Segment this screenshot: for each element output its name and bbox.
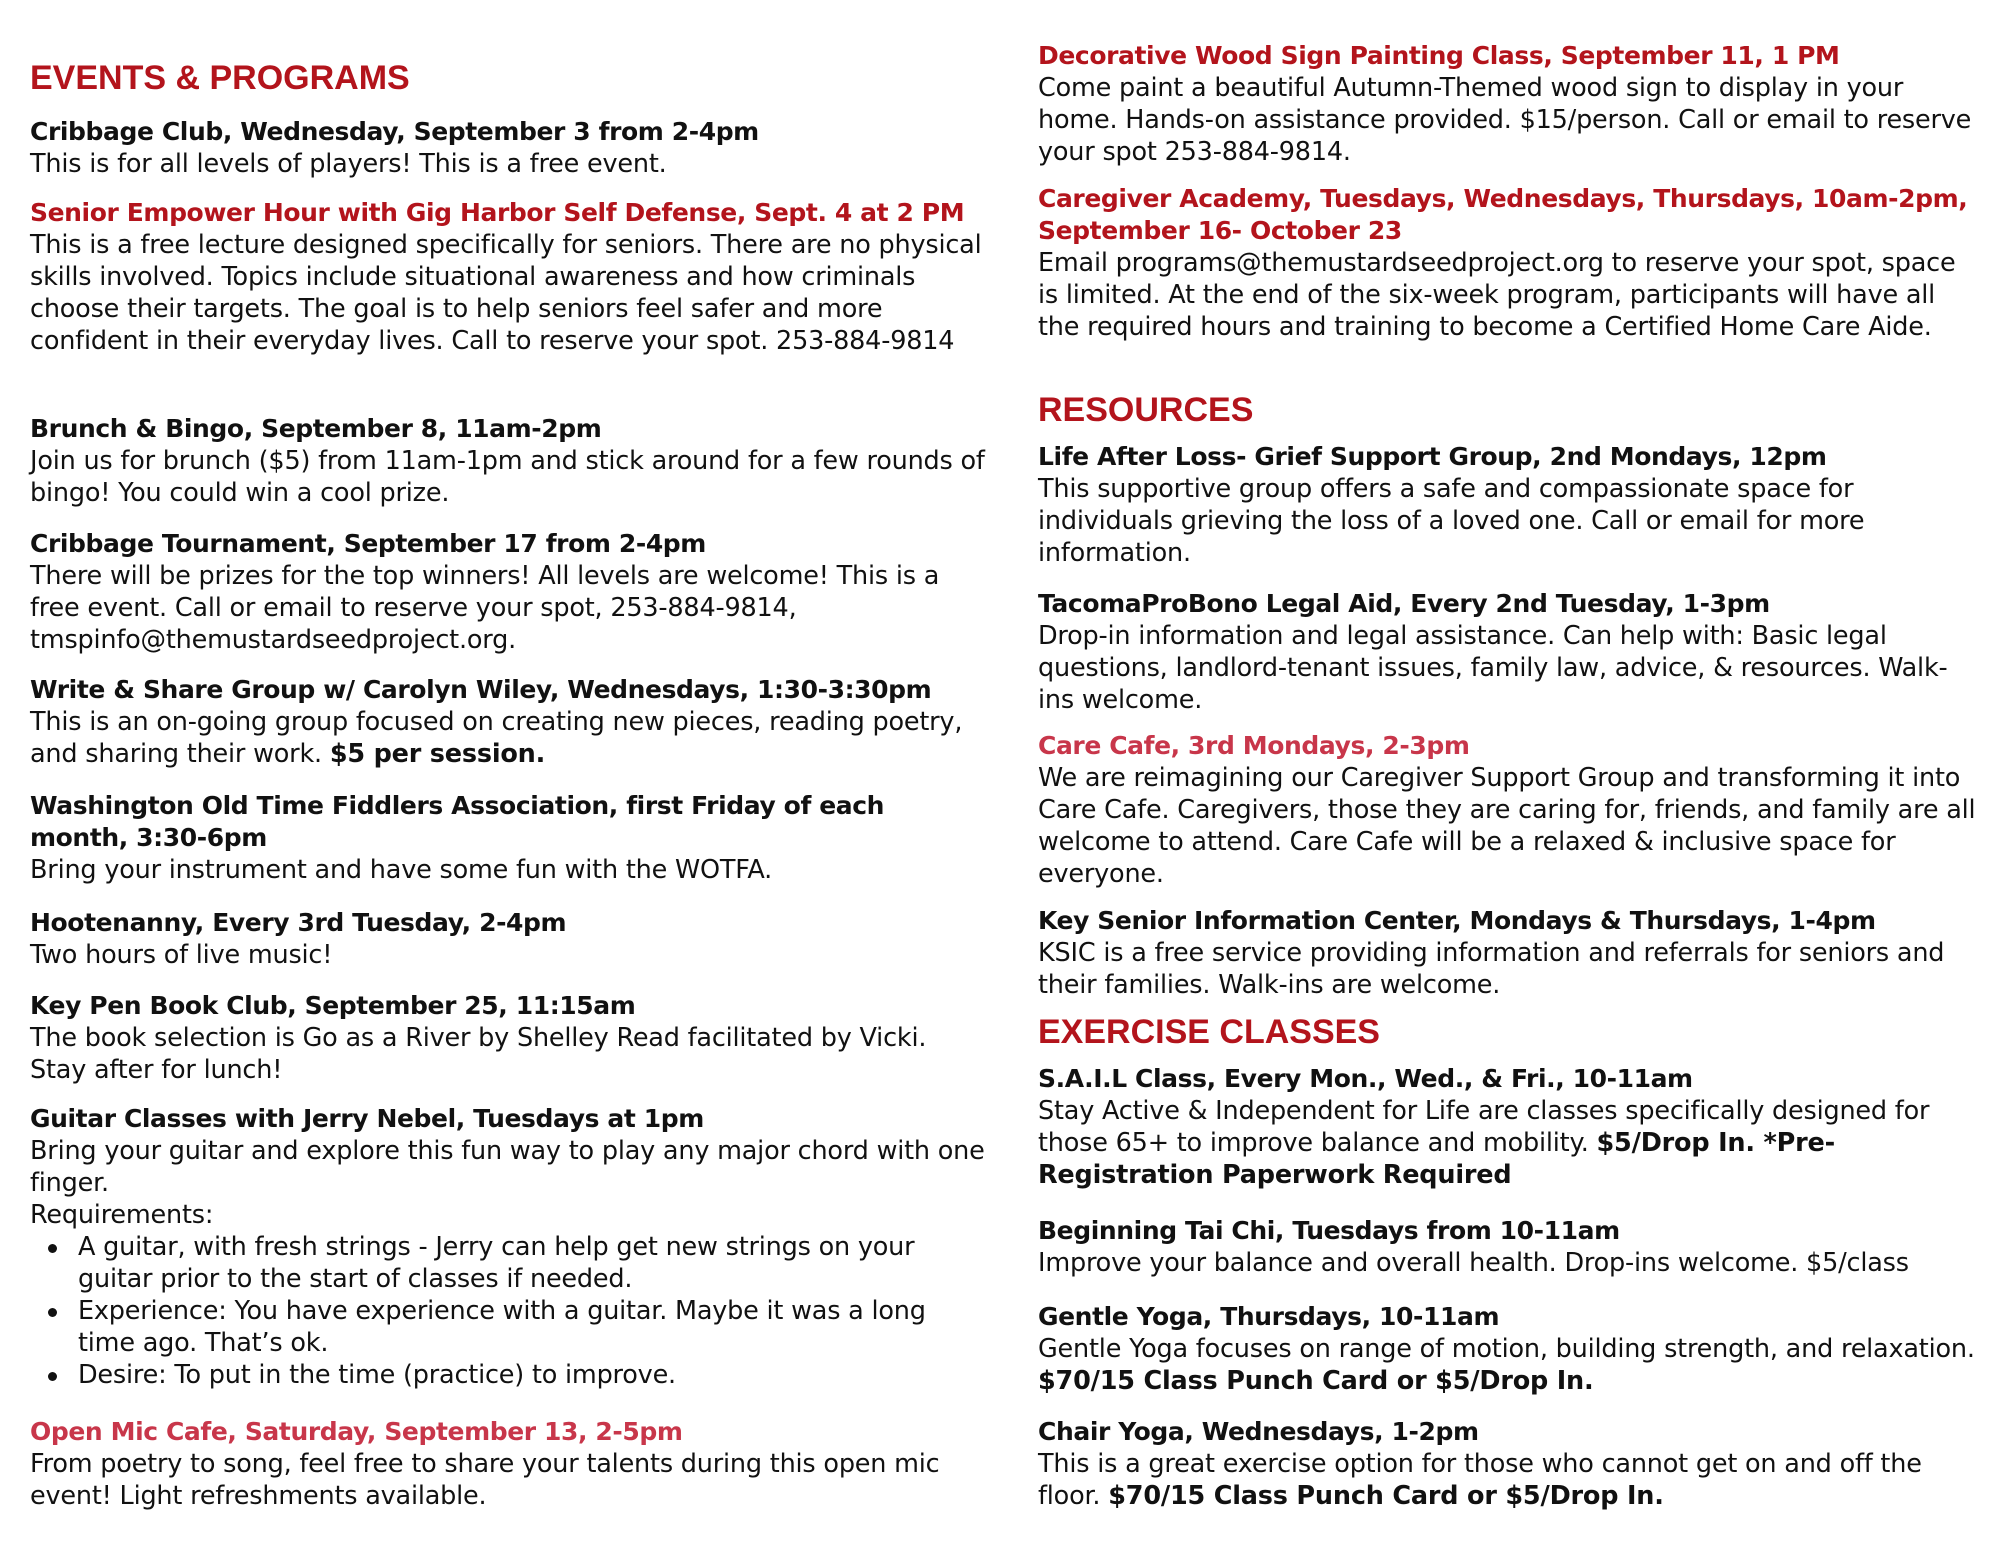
event-book-club [30,990,990,1086]
exercise-price: $70/15 Class Punch Card or $5/Drop In. [1038,1366,1594,1396]
resource-title: Key Senior Information Center, Mondays & Thursdays, 1-4pm [1038,906,1876,935]
list-item: Experience: You have experience with a guitar. Maybe it was a long time ago. That’s ok. [78,1295,990,1359]
event-title: Decorative Wood Sign Painting Class, September 11, 1 PM [1038,41,1840,70]
event-desc: There will be prizes for the top winners! All levels are welcome! This is a free event. Call or email to reserve your spot, 253-884-9814, tmspinfo@themustardseedproject.org. [30,561,940,655]
event-desc: Join us for brunch ($5) from 11am-1pm and stick around for a few rounds of bingo! You could win a cool prize. [30,446,985,508]
exercise-desc [1038,1333,1983,1397]
event-desc: This is for all levels of players! This is a free event. [30,149,667,179]
resource-desc: We are reimagining our Caregiver Support Group and transforming it into Care Cafe. Caregivers, those they are caring for, friends, and family are all welcome to attend. Care Cafe will be a relaxed & inclusive space for everyone. [1038,763,1976,889]
exercise-sail [1038,1063,1983,1191]
resource-legal-aid [1038,588,1983,716]
event-caregiver-academy [1038,183,1983,343]
event-guitar-classes [30,1103,990,1391]
event-brunch-bingo [30,413,990,509]
resource-ksic [1038,905,1983,1001]
event-wotfa [30,790,990,886]
exercise-tai-chi [1038,1215,1983,1279]
exercise-gentle-yoga [1038,1301,1983,1397]
resource-desc: Drop-in information and legal assistance. Can help with: Basic legal questions, landlord-tenant issues, family law, advice, & resources. Walk-ins welcome. [1038,621,1948,715]
resource-desc: This supportive group offers a safe and compassionate space for individuals grieving the loss of a loved one. Call or email for more information. [1038,474,1865,568]
resource-grief-support [1038,441,1983,569]
event-desc: Two hours of live music! [30,940,333,970]
event-wood-sign-painting [1038,40,1983,168]
event-title: Guitar Classes with Jerry Nebel, Tuesdays at 1pm [30,1104,704,1133]
resource-care-cafe [1038,730,1983,890]
event-title: Key Pen Book Club, September 25, 11:15am [30,991,636,1020]
list-item: Desire: To put in the time (practice) to improve. [78,1359,990,1391]
event-desc: Email programs@themustardseedproject.org to reserve your spot, space is limited. At the end of the six-week program, participants will have all the required hours and training to become a Certified Home Care Aide. [1038,248,1956,342]
event-desc: Come paint a beautiful Autumn-Themed wood sign to display in your home. Hands-on assistance provided. $15/person. Call or email to reserve your spot 253-884-9814. [1038,73,1972,167]
event-desc: This is a free lecture designed specifically for seniors. There are no physical skills involved. Topics include situational awareness and how criminals choose their targets. The goal is to help seniors feel safer and more confident in their everyday lives. Call to reserve your spot. 253-884-9814 [30,230,982,356]
event-desc: Bring your instrument and have some fun with the WOTFA. [30,855,773,885]
exercise-desc-text: Gentle Yoga focuses on range of motion, building strength, and relaxation. [1038,1334,1975,1364]
event-title: Write & Share Group w/ Carolyn Wiley, Wednesdays, 1:30-3:30pm [30,675,932,704]
events-heading: EVENTS & PROGRAMS [30,59,410,97]
event-price: $5 per session. [329,739,546,769]
event-title: Cribbage Tournament, September 17 from 2-4pm [30,529,706,558]
event-open-mic [30,1416,990,1512]
event-cribbage-tournament [30,528,990,656]
resource-title: TacomaProBono Legal Aid, Every 2nd Tuesday, 1-3pm [1038,589,1770,618]
event-desc-text: This is an on-going group focused on creating new pieces, reading poetry, and sharing their work. [30,707,963,769]
requirements-label: Requirements: [30,1200,214,1230]
event-title: Senior Empower Hour with Gig Harbor Self Defense, Sept. 4 at 2 PM [30,198,965,227]
resource-desc: KSIC is a free service providing information and referrals for seniors and their families. Walk-ins are welcome. [1038,938,1945,1000]
exercise-desc: Improve your balance and overall health. Drop-ins welcome. $5/class [1038,1248,1909,1278]
event-hootenanny [30,907,990,971]
event-write-share-group [30,674,990,770]
exercise-desc [1038,1095,1983,1191]
exercise-desc-text: This is a great exercise option for those who cannot get on and off the floor. [1038,1449,1922,1511]
exercise-title: Chair Yoga, Wednesdays, 1-2pm [1038,1417,1479,1446]
event-title: Hootenanny, Every 3rd Tuesday, 2-4pm [30,908,567,937]
event-desc: The book selection is Go as a River by Shelley Read facilitated by Vicki. Stay after for lunch! [30,1023,927,1085]
event-title: Washington Old Time Fiddlers Association, first Friday of each month, 3:30-6pm [30,791,885,852]
exercise-desc-text: Stay Active & Independent for Life are classes specifically designed for those 65+ to improve balance and mobility. [1038,1096,1930,1158]
exercise-chair-yoga [1038,1416,1983,1512]
requirements-list [30,1231,990,1391]
exercise-heading: EXERCISE CLASSES [1038,1013,1380,1051]
event-title: Brunch & Bingo, September 8, 11am-2pm [30,414,602,443]
event-title: Open Mic Cafe, Saturday, September 13, 2-5pm [30,1417,683,1446]
resource-title: Life After Loss- Grief Support Group, 2nd Mondays, 12pm [1038,442,1827,471]
event-cribbage-club [30,116,990,180]
exercise-price: $5/Drop In. *Pre-Registration Paperwork Required [1038,1128,1835,1190]
list-item: A guitar, with fresh strings - Jerry can help get new strings on your guitar prior to the start of classes if needed. [78,1231,990,1295]
exercise-title: S.A.I.L Class, Every Mon., Wed., & Fri., 10-11am [1038,1064,1693,1093]
exercise-title: Beginning Tai Chi, Tuesdays from 10-11am [1038,1216,1620,1245]
exercise-desc [1038,1448,1983,1512]
event-senior-empower-hour [30,197,990,357]
event-desc: From poetry to song, feel free to share your talents during this open mic event! Light refreshments available. [30,1449,940,1511]
event-desc: Bring your guitar and explore this fun way to play any major chord with one finger. [30,1136,985,1198]
event-title: Cribbage Club, Wednesday, September 3 from 2-4pm [30,117,759,146]
resource-title: Care Cafe, 3rd Mondays, 2-3pm [1038,731,1470,760]
event-title: Caregiver Academy, Tuesdays, Wednesdays, Thursdays, 10am-2pm, September 16- October 23 [1038,184,1968,245]
event-desc [30,706,990,770]
exercise-title: Gentle Yoga, Thursdays, 10-11am [1038,1302,1500,1331]
resources-heading: RESOURCES [1038,391,1254,429]
exercise-price: $70/15 Class Punch Card or $5/Drop In. [1108,1481,1664,1511]
